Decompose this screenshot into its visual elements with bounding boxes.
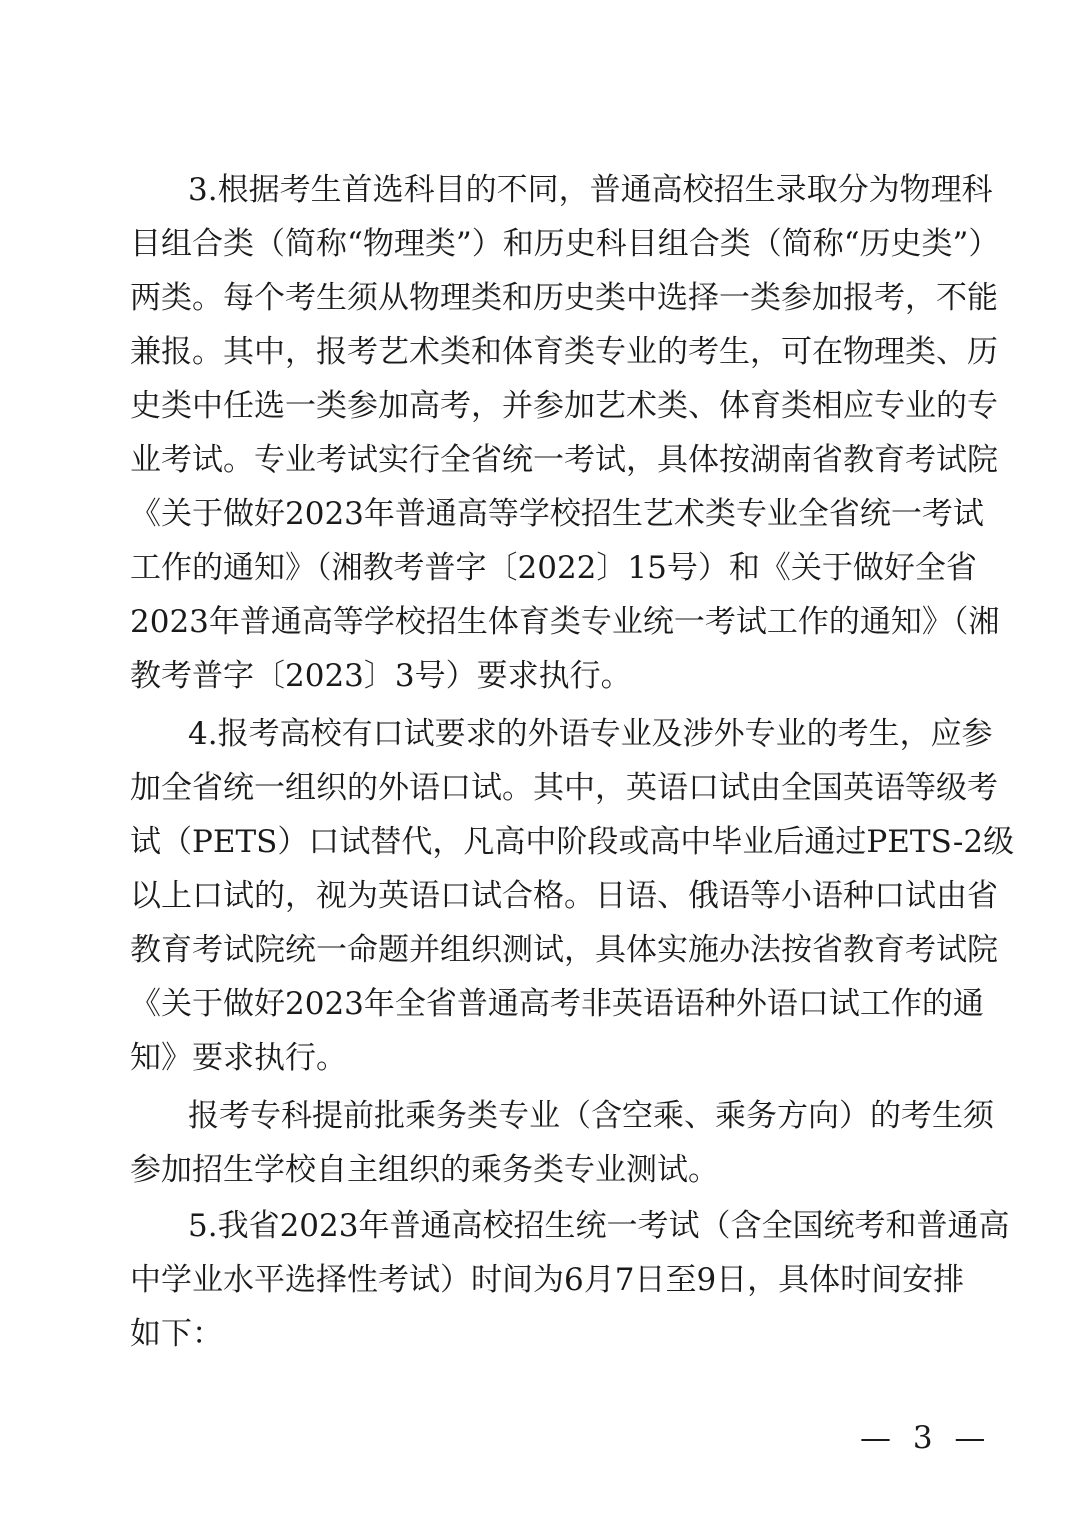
paragraph-4-line-1: 4.报考高校有口试要求的外语专业及涉外专业的考生，应参 — [188, 716, 993, 752]
paragraph-3-line-9: 2023年普通高等学校招生体育类专业统一考试工作的通知》（湘 — [130, 604, 1000, 640]
paragraph-attendant-line-1: 报考专科提前批乘务类专业（含空乘、乘务方向）的考生须 — [188, 1098, 994, 1134]
paragraph-4-line-6: 《关于做好2023年全省普通高考非英语语种外语口试工作的通 — [130, 986, 984, 1022]
paragraph-5-line-3: 如下： — [130, 1316, 223, 1352]
paragraph-4-line-4: 以上口试的，视为英语口试合格。日语、俄语等小语种口试由省 — [130, 878, 998, 914]
paragraph-3-line-2: 目组合类（简称“物理类”）和历史科目组合类（简称“历史类”） — [130, 226, 1000, 262]
paragraph-3-line-7: 《关于做好2023年普通高等学校招生艺术类专业全省统一考试 — [130, 496, 984, 532]
paragraph-3-line-5: 史类中任选一类参加高考，并参加艺术类、体育类相应专业的专 — [130, 388, 998, 424]
paragraph-3-line-3: 两类。每个考生须从物理类和历史类中选择一类参加报考，不能 — [130, 280, 998, 316]
paragraph-3-line-4: 兼报。其中，报考艺术类和体育类专业的考生，可在物理类、历 — [130, 334, 998, 370]
paragraph-3-line-1: 3.根据考生首选科目的不同，普通高校招生录取分为物理科 — [188, 172, 993, 208]
paragraph-5-line-1: 5.我省2023年普通高校招生统一考试（含全国统考和普通高 — [188, 1208, 1010, 1244]
paragraph-attendant-line-2: 参加招生学校自主组织的乘务类专业测试。 — [130, 1152, 719, 1188]
paragraph-4-line-2: 加全省统一组织的外语口试。其中，英语口试由全国英语等级考 — [130, 770, 998, 806]
paragraph-3-line-8: 工作的通知》（湘教考普字〔2022〕15号）和《关于做好全省 — [130, 550, 977, 586]
paragraph-4-line-3: 试（PETS）口试替代，凡高中阶段或高中毕业后通过PETS-2级 — [130, 824, 1015, 860]
page-number: — 3 — — [860, 1420, 992, 1456]
paragraph-3-line-10: 教考普字〔2023〕3号）要求执行。 — [130, 658, 632, 694]
paragraph-4-line-7: 知》要求执行。 — [130, 1040, 347, 1076]
paragraph-3-line-6: 业考试。专业考试实行全省统一考试，具体按湖南省教育考试院 — [130, 442, 998, 478]
paragraph-5-line-2: 中学业水平选择性考试）时间为6月7日至9日，具体时间安排 — [130, 1262, 965, 1298]
paragraph-4-line-5: 教育考试院统一命题并组织测试，具体实施办法按省教育考试院 — [130, 932, 998, 968]
